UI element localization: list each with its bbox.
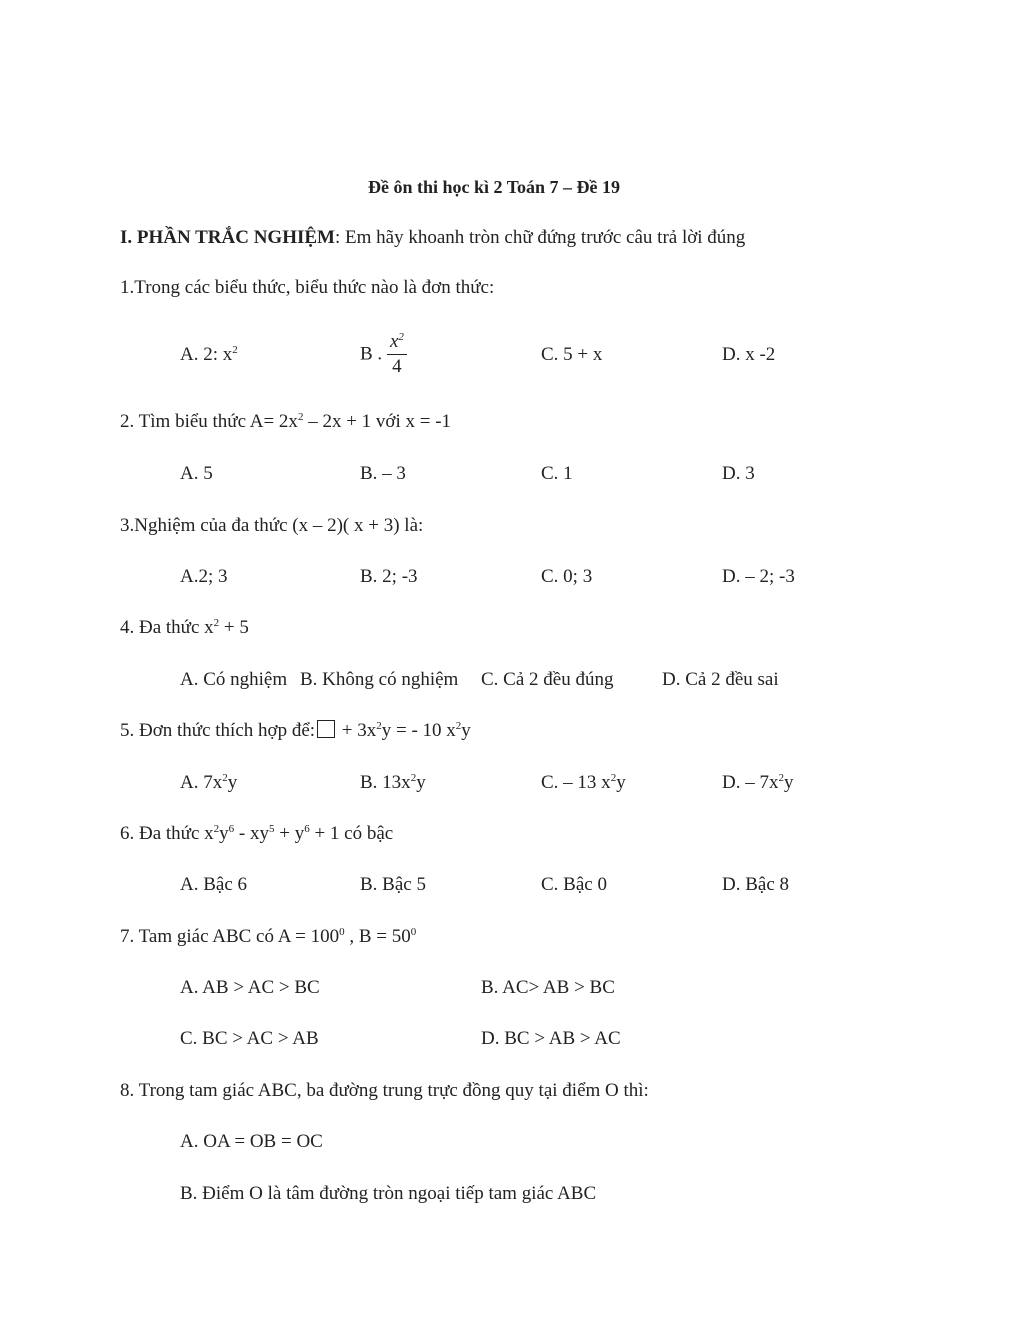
q4-option-b[interactable]: B. Không có nghiệm	[300, 669, 459, 690]
q7-option-d[interactable]: D. BC > AB > AC	[481, 1028, 621, 1049]
q6-option-b[interactable]: B. Bậc 5	[360, 874, 426, 895]
q3-option-c[interactable]: C. 0; 3	[541, 566, 593, 587]
q5-option-c[interactable]: C. – 13 $x^2y$	[541, 772, 626, 793]
section-heading-label: I. PHẦN TRẮC NGHIỆM	[120, 227, 335, 248]
q3-option-a[interactable]: A.2; 3	[180, 566, 228, 587]
question-3: 3.Nghiệm của đa thức (x – 2)( x + 3) là:	[120, 515, 424, 536]
question-5: 5. Đơn thức thích hợp để: + $3x^2y$ = - 10 $x^2y$	[120, 720, 471, 741]
question-2: 2. Tìm biểu thức $A= 2x^2 - 2x + 1$ với x = -1	[120, 411, 452, 432]
page-title: Đề ôn thi học kì 2 Toán 7 – Đề 19	[368, 177, 621, 197]
q6-option-a[interactable]: A. Bậc 6	[180, 874, 248, 895]
q6-option-c[interactable]: C. Bậc 0	[541, 874, 607, 895]
q5-option-b[interactable]: B. $13x^2y$	[360, 772, 426, 793]
section-heading	[120, 227, 745, 249]
question-6: 6. Đa thức $x^2y^6 - xy^5 + y^6 + 1$ có bậc	[120, 823, 394, 844]
q7-option-c[interactable]: C. BC > AC > AB	[180, 1028, 319, 1049]
q5-option-d[interactable]: D. – $7x^2y$	[722, 772, 794, 793]
blank-box	[317, 720, 335, 738]
q2-option-d[interactable]: D. 3	[722, 463, 755, 484]
q4-option-a[interactable]: A. Có nghiệm	[180, 669, 288, 690]
section-instruction: : Em hãy khoanh tròn chữ đứng trước câu trả lời đúng	[335, 227, 746, 248]
q5-option-a[interactable]: A. $7x^2y$	[180, 772, 238, 793]
q2-option-b[interactable]: B. – 3	[360, 463, 406, 484]
q4-option-c[interactable]: C. Cả 2 đều đúng	[481, 669, 614, 690]
q1-option-c[interactable]: C. 5 + x	[541, 344, 603, 365]
q1-option-d[interactable]: D. x -2	[722, 344, 776, 365]
q2-option-a[interactable]: A. 5	[180, 463, 213, 484]
fraction: $\frac{x^2}{4}$	[387, 330, 407, 379]
q7-option-a[interactable]: A. AB > AC > BC	[180, 977, 320, 998]
q3-option-d[interactable]: D. – 2; -3	[722, 566, 795, 587]
question-1: 1.Trong các biểu thức, biểu thức nào là đơn thức:	[120, 277, 495, 298]
q6-option-d[interactable]: D. Bậc 8	[722, 874, 790, 895]
q1-option-b[interactable]: B . $\frac{x^2}{4}$	[360, 330, 407, 379]
q8-option-b[interactable]: B. Điểm O là tâm đường tròn ngoại tiếp tam giác ABC	[180, 1183, 597, 1204]
question-8: 8. Trong tam giác ABC, ba đường trung trực đồng quy tại điểm O thì:	[120, 1080, 649, 1101]
q4-option-d[interactable]: D. Cả 2 đều sai	[662, 669, 779, 690]
q1-option-a[interactable]: A. 2: $x^2$	[180, 344, 238, 365]
q3-option-b[interactable]: B. 2; -3	[360, 566, 418, 587]
question-4: 4. Đa thức $x^2 + 5$	[120, 617, 249, 638]
q7-option-b[interactable]: B. AC> AB > BC	[481, 977, 615, 998]
q8-option-a[interactable]: A. OA = OB = OC	[180, 1131, 323, 1152]
q2-option-c[interactable]: C. 1	[541, 463, 573, 484]
question-7: 7. Tam giác ABC có $A = 100^0$ , $B = 50^0$	[120, 926, 417, 947]
